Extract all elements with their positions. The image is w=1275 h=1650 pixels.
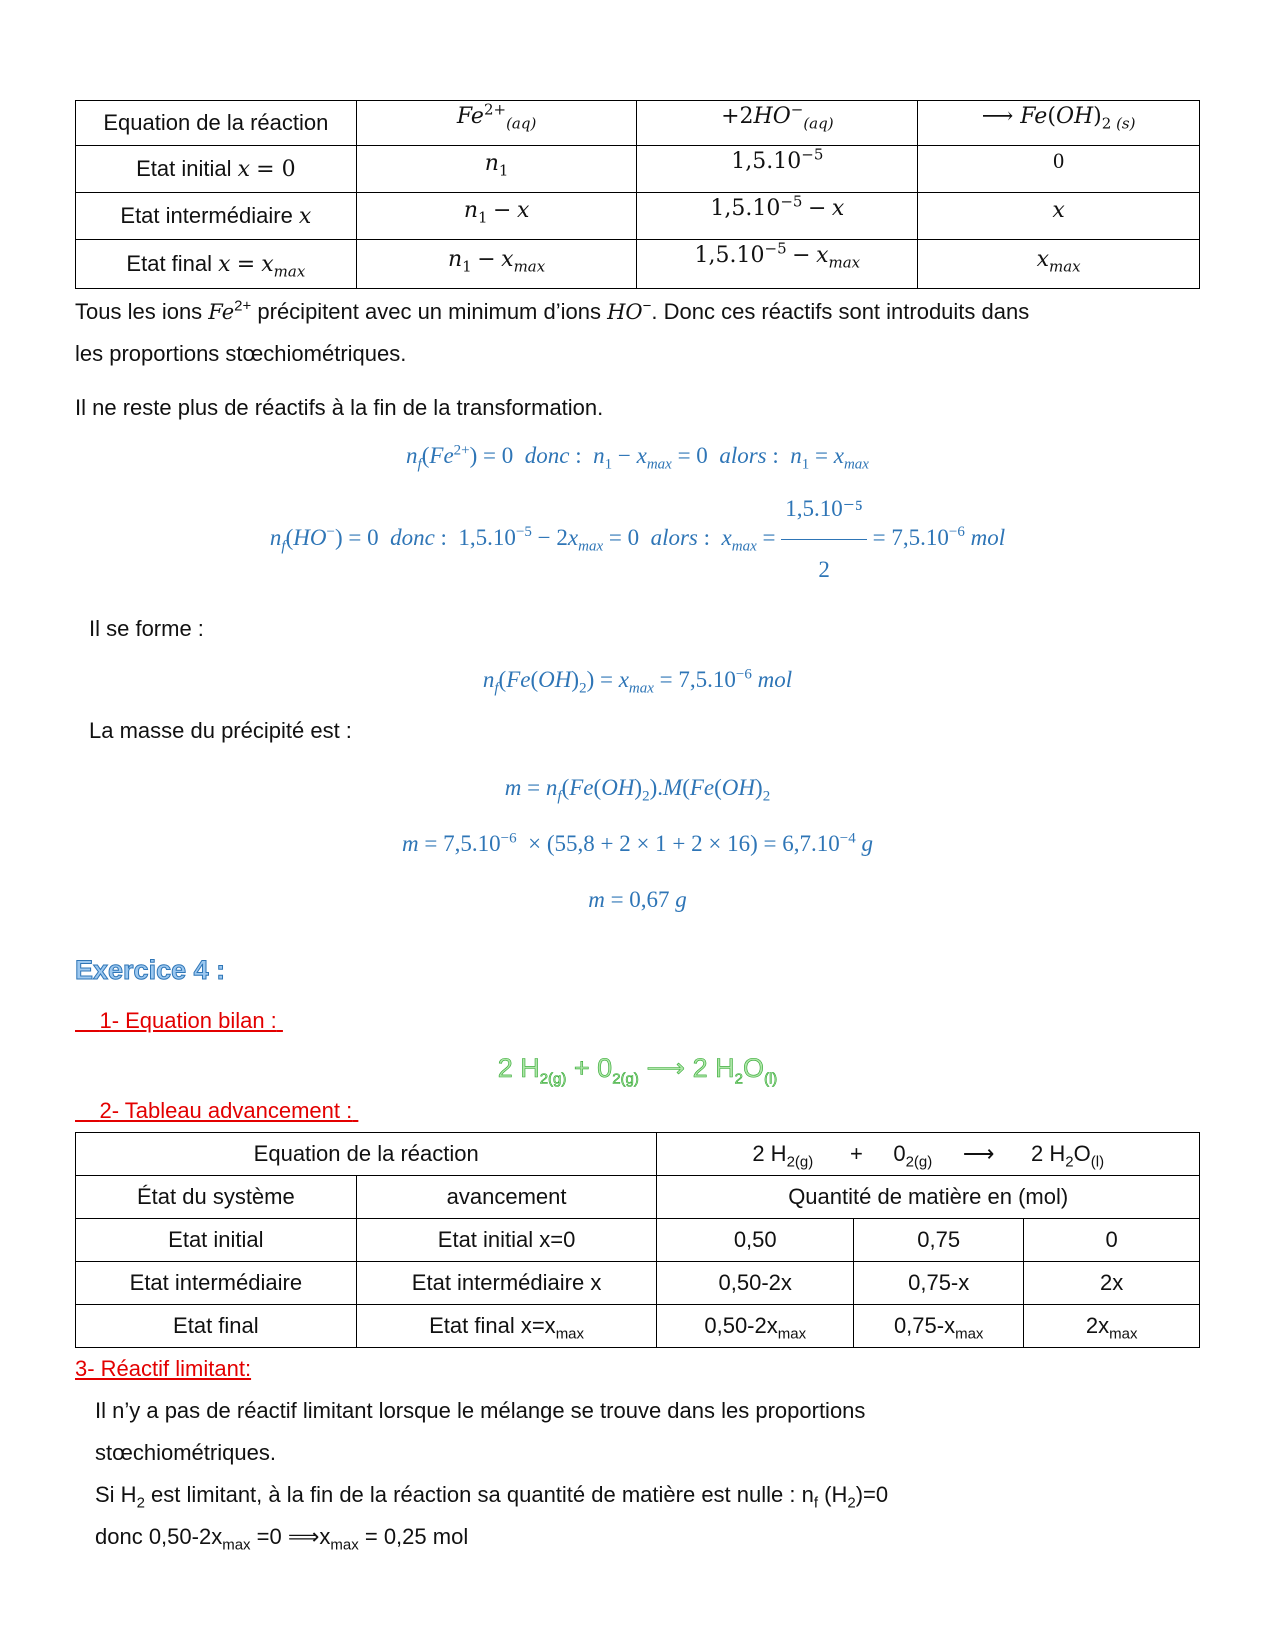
table-cell: Quantité de matière en (mol) [657,1176,1200,1219]
table-cell: 0,50 [657,1219,854,1262]
table-cell: Equation de la réaction [76,1133,657,1176]
table-cell: $+2HO^-_{(aq)}$ [637,101,918,146]
page-content [75,100,1200,1558]
table-cell: Equation de la réaction [76,101,357,146]
table-cell: $x_{max}$ [918,240,1200,289]
table-row [76,1133,1200,1176]
table-cell: ⟶ $Fe(OH)_2$ $_{(s)}$ [918,101,1200,146]
paragraph: Si $H_2$ est limitant, à la fin de la réaction sa quantité de matière est nulle : $n_f$ $(H_2)=0$ [95,1482,889,1512]
table-cell: Etat initial x=0 [356,1219,657,1262]
table-row [76,1176,1200,1219]
table-cell: 0 [918,146,1200,193]
section-heading: 1- Equation bilan : [99,1008,277,1033]
table-cell: 2x [1024,1262,1200,1305]
paragraph: donc $0,50-2x_{max} =0$ $⟹x_{max} = 0,25$ mol [95,1524,469,1554]
table-cell: 0,75-x [854,1262,1024,1305]
equation: $m = n_f(Fe(OH)_2).M(Fe(OH)_2$ [504,775,771,805]
paragraph: les proportions stœchiométriques. [75,341,407,366]
table-cell: 2 $H_{2(g)}$ + $0_{2(g)}$ ⟶ 2 $H_2O_{(l)}$ [657,1133,1200,1176]
table-cell: $1,5.10^{-5} - x_{max}$ [637,240,918,289]
table-cell: Etat final $x=x_{max}$ [356,1305,657,1348]
table-row [76,1219,1200,1262]
table-cell: $2x_{max}$ [1024,1305,1200,1348]
equation: $n_f(HO^-) = 0$ donc : $1,5.10^{-5} - 2x_{max} = 0$ alors : $x_{max}$ = $\frac{\text{1,5.10⁻⁵}}{2}$ = $7,5.10^{-6}$ mol [75,479,1200,600]
advancement-table-1 [75,100,1200,289]
table-cell: $n_1$ [356,146,637,193]
reaction-equation: 2 $H_{2(g)} + 0_{2(g)}$ ⟶ 2 $H_2O_{(l)}$ [497,1053,778,1088]
table-cell: $0,50-2x_{max}$ [657,1305,854,1348]
table-cell: $1,5.10^{-5}$ [637,146,918,193]
table-cell: 0,50-2x [657,1262,854,1305]
equation: $n_f(Fe(OH)_2) = x_{max} = 7,5.10^{-6}$ mol [482,666,793,697]
fraction: $\frac{\text{1,5.10⁻⁵}}{2}$ [781,479,867,600]
table-cell: Etat final $x = x_{max}$ [76,240,357,289]
table-cell: avancement [356,1176,657,1219]
table-row [76,1305,1200,1348]
table-row [76,101,1200,146]
table-cell: 0 [1024,1219,1200,1262]
table-cell: Etat intermédiaire x [76,193,357,240]
table-cell: $n_1 - x_{max}$ [356,240,637,289]
table-row [76,240,1200,289]
table-cell: $1,5.10^{-5} - x$ [637,193,918,240]
equation: m = 0,67 g [588,887,687,912]
table-cell: x [918,193,1200,240]
table-cell: État du système [76,1176,357,1219]
paragraph: Il ne reste plus de réactifs à la fin de la transformation. [75,395,604,420]
table-cell: Etat intermédiaire x [356,1262,657,1305]
exercise-title: Exercice 4 : [75,955,226,985]
section-heading: 2- Tableau advancement : [99,1098,353,1123]
table-row [76,146,1200,193]
equation: $m = 7,5.10^{-6} \times (55,8 + 2 \times 1 + 2 \times 16) = 6,7.10^{-4}$ g [402,830,873,856]
paragraph: stœchiométriques. [95,1440,276,1465]
table-cell: Etat initial x = 0 [76,146,357,193]
paragraph: Il se forme : [89,616,204,641]
paragraph: La masse du précipité est : [89,718,352,743]
advancement-table-2 [75,1132,1200,1348]
table-row [76,1262,1200,1305]
paragraph: Tous les ions $Fe^{2+}$ précipitent avec un minimum d’ions HO−. Donc ces réactifs sont introduits dans [75,297,1030,324]
table-cell: Etat initial [76,1219,357,1262]
table-row [76,193,1200,240]
table-cell: $n_1 - x$ [356,193,637,240]
table-cell: 0,75 [854,1219,1024,1262]
equation: $n_f(Fe^{2+}) = 0$ donc : $n_1 - x_{max} = 0$ alors : $n_1 = x_{max}$ [406,442,869,473]
paragraph: Il n’y a pas de réactif limitant lorsque le mélange se trouve dans les proportions [95,1398,866,1423]
table-cell: Etat intermédiaire [76,1262,357,1305]
table-cell: Etat final [76,1305,357,1348]
table-cell: $0,75-x_{max}$ [854,1305,1024,1348]
table-cell: $Fe^{2+}_{(aq)}$ [356,101,637,146]
section-heading: 3- Réactif limitant: [75,1356,252,1381]
